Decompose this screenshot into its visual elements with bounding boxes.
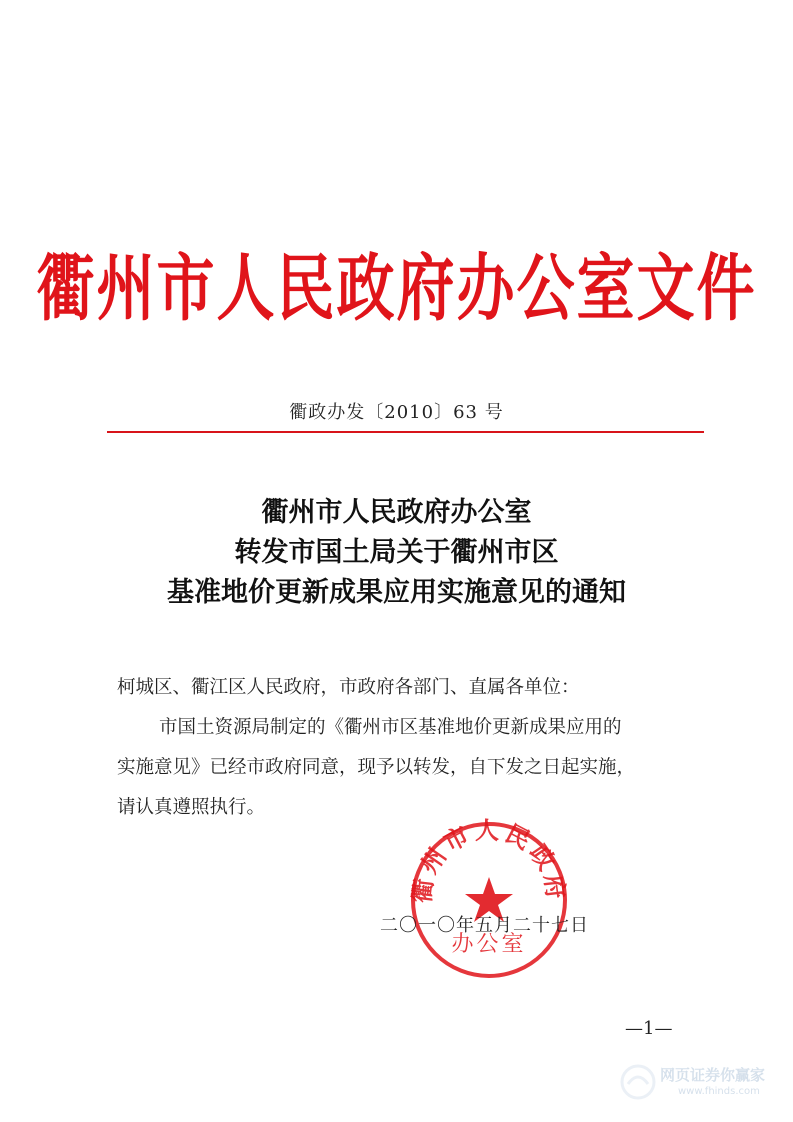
notice-title-line-2: 转发市国土局关于衢州市区 — [234, 537, 559, 568]
document-number: 衢政办发〔2010〕63 号 — [289, 402, 504, 423]
document-header-title: 衢州市人民政府办公室文件 — [36, 245, 757, 331]
watermark-logo-icon — [620, 1062, 656, 1102]
notice-title — [0, 493, 793, 613]
notice-title-line-1: 衢州市人民政府办公室 — [261, 497, 532, 528]
watermark — [620, 1058, 790, 1110]
body-paragraph-line-3: 请认真遵照执行。 — [117, 797, 266, 818]
addressee-line: 柯城区、衢江区人民政府，市政府各部门、直属各单位： — [117, 677, 580, 698]
notice-body — [117, 668, 697, 828]
body-paragraph-line-2: 实施意见》已经市政府同意，现予以转发，自下发之日起实施， — [117, 757, 636, 778]
notice-title-line-3: 基准地价更新成果应用实施意见的通知 — [167, 577, 626, 608]
issue-date: 二〇一〇年五月二十七日 — [380, 915, 589, 936]
page-number: —1— — [625, 1018, 673, 1039]
seal-arc-text: 衢州市人民政府 — [407, 816, 571, 905]
watermark-text: 网页证券你赢家 — [660, 1066, 766, 1084]
red-divider-line — [107, 431, 704, 433]
watermark-url: www.fhinds.com — [678, 1086, 760, 1097]
official-seal-stamp — [404, 815, 574, 985]
body-paragraph-line-1: 市国土资源局制定的《衢州市区基准地价更新成果应用的 — [159, 717, 622, 738]
seal-bottom-text: 办公室 — [451, 932, 527, 957]
